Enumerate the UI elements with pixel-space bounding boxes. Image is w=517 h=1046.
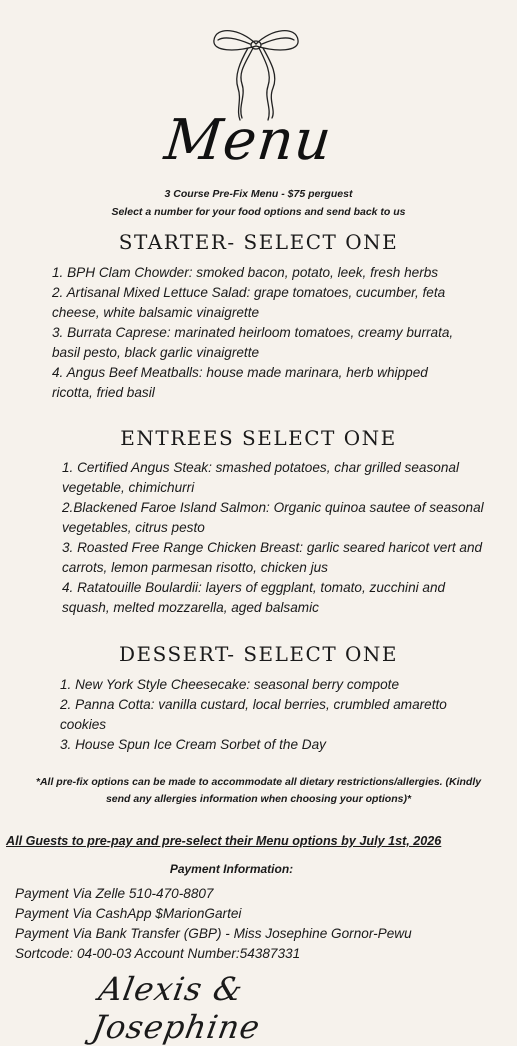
dessert-heading: DESSERT- SELECT ONE <box>118 642 399 666</box>
intro-instruction-line: Select a number for your food options and send back to us <box>111 206 406 218</box>
payment-title: Payment Information: <box>169 862 294 876</box>
starter-heading: STARTER- SELECT ONE <box>118 230 399 254</box>
list-item: 2.Blackened Faroe Island Salmon: Organic quinoa sautee of seasonal vegetables, citrus pesto <box>62 500 484 535</box>
intro-price-line: 3 Course Pre-Fix Menu - $75 perguest <box>164 188 353 200</box>
starter-list <box>52 263 472 403</box>
list-item: 2. Artisanal Mixed Lettuce Salad: grape tomatoes, cucumber, feta cheese, white balsamic vinaigrette <box>52 285 446 320</box>
list-item: 2. Panna Cotta: vanilla custard, local berries, crumbled amaretto cookies <box>60 697 447 732</box>
menu-title: Menu <box>161 108 336 173</box>
prepay-deadline: All Guests to pre-pay and pre-select their Menu options by July 1st, 2026 <box>6 834 442 848</box>
entrees-heading: ENTREES SELECT ONE <box>120 426 397 450</box>
dessert-list <box>60 675 450 755</box>
payment-zelle: Payment Via Zelle 510-470-8807 <box>15 886 214 901</box>
list-item: 3. House Spun Ice Cream Sorbet of the Day <box>60 737 326 752</box>
list-item: 3. Burrata Caprese: marinated heirloom tomatoes, creamy burrata, basil pesto, black garlic vinaigrette <box>52 325 454 360</box>
payment-bank-transfer: Payment Via Bank Transfer (GBP) - Miss Josephine Gornor-Pewu <box>15 926 412 941</box>
couple-signature: Alexis & Josephine <box>89 970 264 1046</box>
payment-lines <box>15 884 510 964</box>
list-item: 1. New York Style Cheesecake: seasonal berry compote <box>60 677 400 692</box>
list-item: 4. Ratatouille Boulardii: layers of eggplant, tomato, zucchini and squash, melted mozzarella, aged balsamic <box>62 580 446 615</box>
bow-icon <box>210 22 302 122</box>
list-item: 4. Angus Beef Meatballs: house made marinara, herb whipped ricotta, fried basil <box>52 365 428 400</box>
list-item: 1. BPH Clam Chowder: smoked bacon, potato, leek, fresh herbs <box>52 265 439 280</box>
payment-sortcode: Sortcode: 04-00-03 Account Number:54387331 <box>15 946 301 961</box>
list-item: 3. Roasted Free Range Chicken Breast: garlic seared haricot vert and carrots, lemon parmesan risotto, chicken jus <box>62 540 483 575</box>
payment-cashapp: Payment Via CashApp $MarionGartei <box>15 906 242 921</box>
list-item: 1. Certified Angus Steak: smashed potatoes, char grilled seasonal vegetable, chimichurri <box>62 460 459 495</box>
entrees-list <box>62 458 492 618</box>
dietary-note: *All pre-fix options can be made to accommodate all dietary restrictions/allergies. (Kindly send any allergies information when choosing your options)* <box>35 776 482 805</box>
